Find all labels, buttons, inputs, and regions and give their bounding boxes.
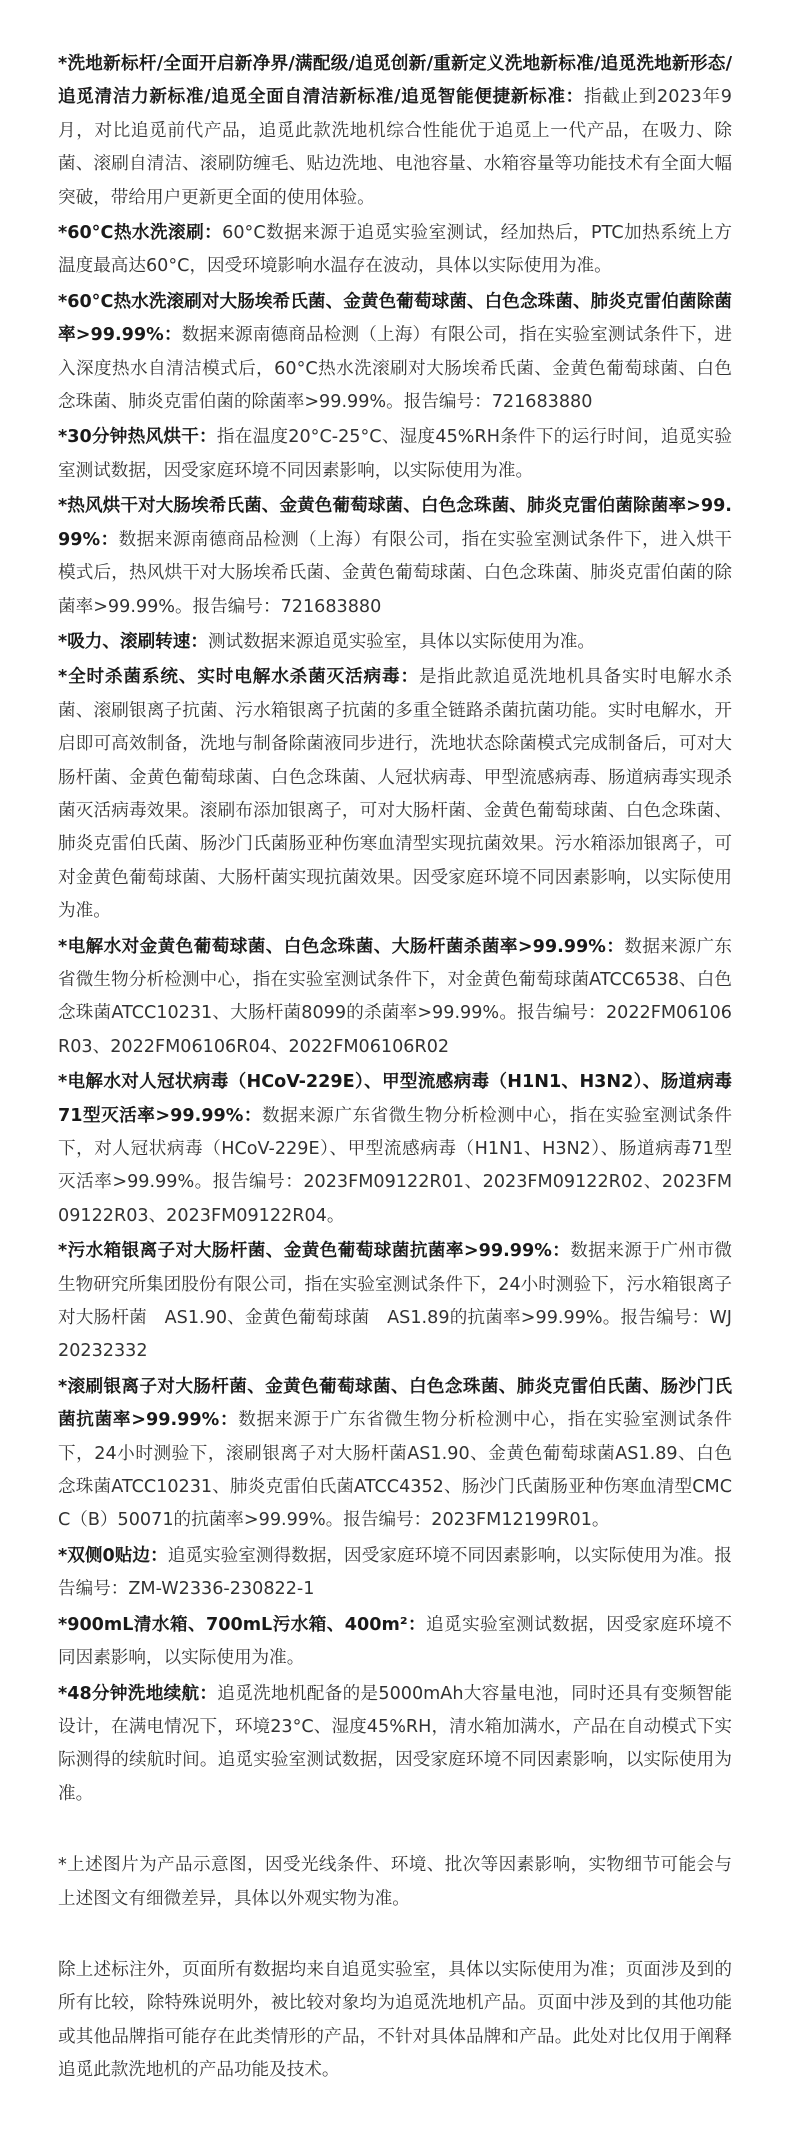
note-body: 数据来源于广州市微生物研究所集团股份有限公司，指在实验室测试条件下，24小时测验下，污水箱银离子对大肠杆菌 AS1.90、金黄色葡萄球菌 AS1.89的抗菌率>99.99%。报告编号：WJ20232332 (58, 1241, 732, 1362)
note-title: *48分钟洗地续航： (58, 1683, 218, 1704)
note-body: 指截止到2023年9月，对比追觅前代产品，追觅此款洗地机综合性能优于追觅上一代产品，在吸力、除菌、滚刷自清洁、滚刷防缠毛、贴边洗地、电池容量、水箱容量等功能技术有全面大幅突破，带给用户更新更全面的使用体验。 (58, 87, 732, 208)
note-sterilization-system (58, 661, 732, 928)
note-body: 追觅洗地机配备的是5000mAh大容量电池，同时还具有变频智能设计，在满电情况下，环境23°C、湿度45%RH，清水箱加满水，产品在自动模式下实际测得的续航时间。追觅实验室测试数据，因受家庭环境不同因素影响，以实际使用为准。 (58, 1683, 732, 1804)
note-body: 追觅实验室测得数据，因受家庭环境不同因素影响，以实际使用为准。报告编号：ZM-W2336-230822-1 (58, 1545, 732, 1600)
note-hot-water-brush (58, 217, 732, 284)
note-body: 数据来源南德商品检测（上海）有限公司，指在实验室测试条件下，进入深度热水自清洁模式后，60°C热水洗滚刷对大肠埃希氏菌、金黄色葡萄球菌、白色念珠菌、肺炎克雷伯菌的除菌率>99.99%。报告编号：721683880 (58, 325, 732, 413)
note-brush-silver-ion (58, 1371, 732, 1538)
note-title: *60°C热水洗滚刷对大肠埃希氏菌、金黄色葡萄球菌、白色念珠菌、肺炎克雷伯菌除菌率>99.99%： (58, 291, 732, 346)
note-title: *900mL清水箱、700mL污水箱、400m²： (58, 1614, 427, 1635)
note-hot-air-sterilization (58, 490, 732, 624)
note-title: *全时杀菌系统、实时电解水杀菌灭活病毒： (58, 667, 419, 688)
note-hot-air-drying (58, 421, 732, 488)
note-body: 数据来源南德商品检测（上海）有限公司，指在实验室测试条件下，进入烘干模式后，热风烘干对大肠埃希氏菌、金黄色葡萄球菌、白色念珠菌、肺炎克雷伯菌的除菌率>99.99%。报告编号：721683880 (58, 529, 732, 617)
data-disclaimer: 除上述标注外，页面所有数据均来自追觅实验室，具体以实际使用为准；页面涉及到的所有比较，除特殊说明外，被比较对象均为追觅洗地机产品。页面中涉及到的其他功能或其他品牌指可能存在此类情形的产品，不针对具体品牌和产品。此处对比仅用于阐释追觅此款洗地机的产品功能及技术。 (58, 1959, 732, 2081)
note-body: 测试数据来源追觅实验室，具体以实际使用为准。 (207, 631, 596, 652)
note-dirty-tank-silver-ion (58, 1235, 732, 1369)
note-title: *电解水对金黄色葡萄球菌、白色念珠菌、大肠杆菌杀菌率>99.99%： (58, 936, 625, 957)
note-edge-cleaning (58, 1540, 732, 1607)
note-tank-capacity (58, 1609, 732, 1676)
note-suction-speed (58, 626, 732, 659)
note-battery-runtime (58, 1678, 732, 1812)
image-disclaimer: *上述图片为产品示意图，因受光线条件、环境、批次等因素影响，实物细节可能会与上述图文有细微差异，具体以外观实物为准。 (58, 1855, 732, 1909)
note-title: *洗地新标杆/全面开启新净界/满配级/追觅创新/重新定义洗地新标准/追觅洗地新形态/追觅清洁力新标准/追觅全面自清洁新标准/追觅智能便捷新标准： (58, 54, 732, 108)
note-body: 指在温度20°C-25°C、湿度45%RH条件下的运行时间，追觅实验室测试数据，因受家庭环境不同因素影响，以实际使用为准。 (58, 427, 732, 481)
note-title: *双侧0贴边： (58, 1545, 168, 1566)
note-title: *吸力、滚刷转速： (58, 631, 208, 652)
note-electrolyzed-water-virus (58, 1066, 732, 1233)
note-title: *电解水对人冠状病毒（HCoV-229E）、甲型流感病毒（H1N1、H3N2）、肠道病毒71型灭活率>99.99%： (58, 1072, 732, 1126)
note-title: *滚刷银离子对大肠杆菌、金黄色葡萄球菌、白色念珠菌、肺炎克雷伯氏菌、肠沙门氏菌抗菌率>99.99%： (58, 1376, 732, 1431)
note-hot-water-sterilization (58, 286, 732, 420)
note-body: 60°C数据来源于追觅实验室测试，经加热后，PTC加热系统上方温度最高达60°C，因受环境影响水温存在波动，具体以实际使用为准。 (58, 223, 732, 277)
note-title: *污水箱银离子对大肠杆菌、金黄色葡萄球菌抗菌率>99.99%： (58, 1241, 571, 1262)
note-title: *30分钟热风烘干： (58, 427, 217, 448)
note-body: 数据来源广东省微生物分析检测中心，指在实验室测试条件下，对金黄色葡萄球菌ATCC6538、白色念珠菌ATCC10231、大肠杆菌8099的杀菌率>99.99%。报告编号：2022FM06106R03、2022FM06106R04、2022FM06106R02 (58, 936, 732, 1057)
note-product-claims (58, 48, 732, 215)
note-title: *热风烘干对大肠埃希氏菌、金黄色葡萄球菌、白色念珠菌、肺炎克雷伯菌除菌率>99.99%： (58, 496, 732, 550)
note-body: 是指此款追觅洗地机具备实时电解水杀菌、滚刷银离子抗菌、污水箱银离子抗菌的多重全链路杀菌抗菌功能。实时电解水，开启即可高效制备，洗地与制备除菌液同步进行，洗地状态除菌模式完成制备后，可对大肠杆菌、金黄色葡萄球菌、白色念珠菌、人冠状病毒、甲型流感病毒、肠道病毒实现杀菌灭活病毒效果。滚刷布添加银离子，可对大肠杆菌、金黄色葡萄球菌、白色念珠菌、肺炎克雷伯氏菌、肠沙门氏菌肠亚种伤寒血清型实现抗菌效果。污水箱添加银离子，可对金黄色葡萄球菌、大肠杆菌实现抗菌效果。因受家庭环境不同因素影响，以实际使用为准。 (58, 667, 732, 922)
note-title: *60°C热水洗滚刷： (58, 223, 223, 244)
note-electrolyzed-water-bacteria (58, 931, 732, 1065)
footnotes-page (58, 48, 732, 2105)
note-body: 数据来源于广东省微生物分析检测中心，指在实验室测试条件下，24小时测验下，滚刷银离子对大肠杆菌AS1.90、金黄色葡萄球菌AS1.89、白色念珠菌ATCC10231、肺炎克雷伯氏菌ATCC4352、肠沙门氏菌肠亚种伤寒血清型CMCC（B）50071的抗菌率>99.99%。报告编号：2023FM12199R01。 (58, 1410, 732, 1531)
note-body: 追觅实验室测试数据，因受家庭环境不同因素影响，以实际使用为准。 (58, 1614, 732, 1669)
note-body: 数据来源广东省微生物分析检测中心，指在实验室测试条件下，对人冠状病毒（HCoV-229E）、甲型流感病毒（H1N1、H3N2）、肠道病毒71型灭活率>99.99%。报告编号：2023FM09122R01、2023FM09122R02、2023FM09122R03、2023FM09122R04。 (58, 1105, 732, 1226)
